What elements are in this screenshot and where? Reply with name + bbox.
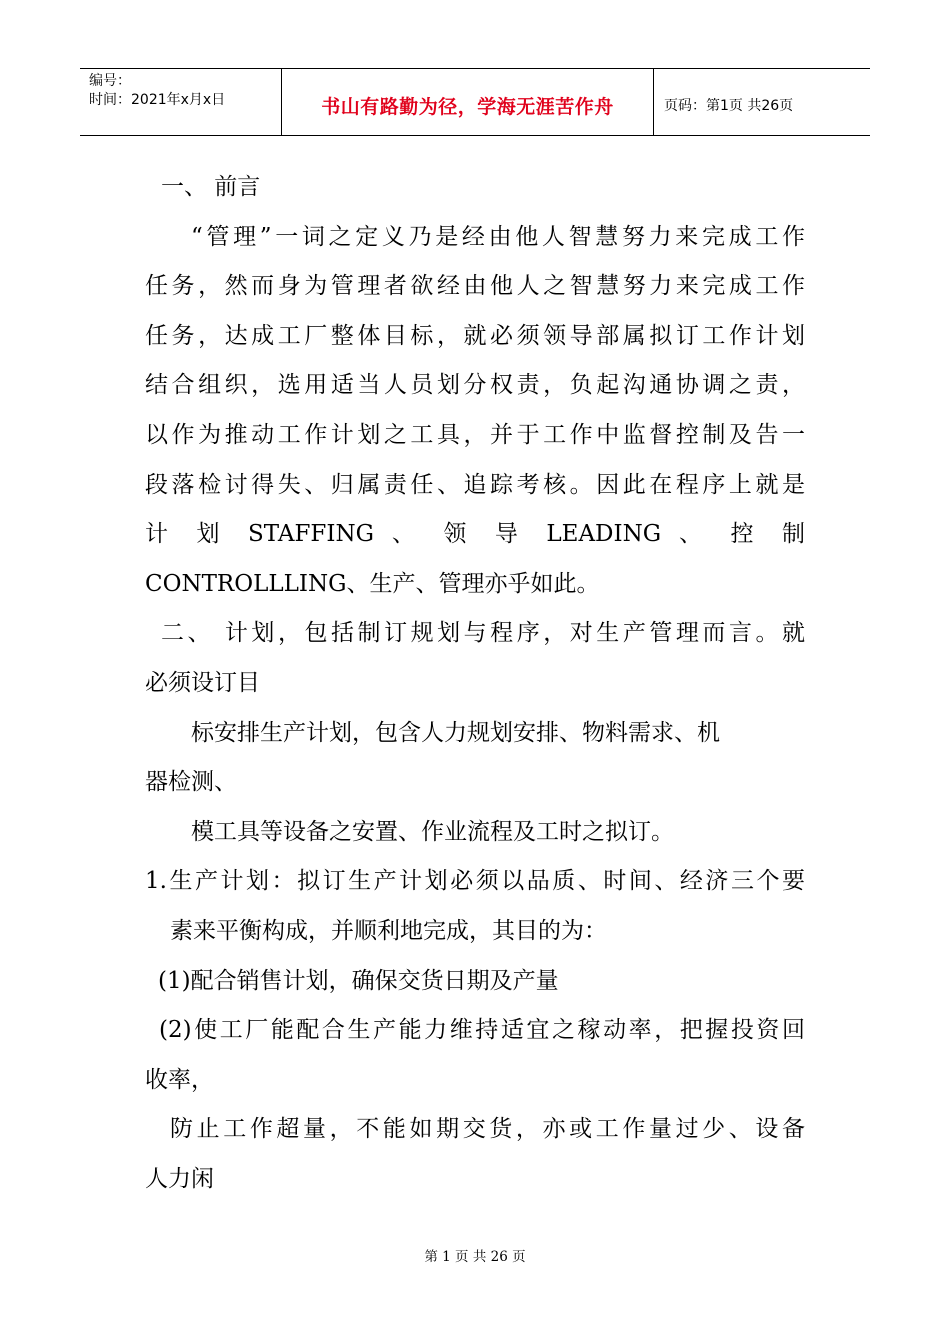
- list-item-2: (2)使工厂能配合生产能力维持适宜之稼动率，把握投资回: [159, 1017, 805, 1044]
- document-body: [145, 163, 805, 1204]
- body-line: 必须设订目: [145, 669, 260, 696]
- section-heading-plan: 二、 计划，包括制订规划与程序，对生产管理而言。就: [161, 620, 805, 647]
- body-line: 模工具等设备之安置、作业流程及工时之拟订。: [191, 818, 674, 845]
- body-line: 任务，达成工厂整体目标，就必须领导部属拟订工作计划: [145, 322, 805, 349]
- body-line: 人力闲: [145, 1165, 214, 1192]
- body-line: 任务，然而身为管理者欲经由他人之智慧努力来完成工作: [145, 273, 805, 300]
- body-line: CONTROLLLING、生产、管理亦乎如此。: [145, 570, 600, 597]
- list-item-1: (1)配合销售计划，确保交货日期及产量: [158, 967, 559, 994]
- header-meta-cell: [80, 69, 282, 135]
- header-page-info: 页码：第1页 共26页: [664, 98, 794, 114]
- document-header: [80, 68, 870, 136]
- body-line: 素来平衡构成，并顺利地完成，其目的为：: [170, 917, 607, 944]
- body-line: “管理”一词之定义乃是经由他人智慧努力来完成工作: [191, 223, 805, 250]
- header-motto: 书山有路勤为径，学海无涯苦作舟: [282, 69, 654, 135]
- body-line: 收率，: [145, 1066, 214, 1093]
- body-line: 防止工作超量，不能如期交货，亦或工作量过少、设备: [170, 1116, 805, 1143]
- body-line: 器检测、: [145, 769, 237, 796]
- page-footer: 第 1 页 共 26 页: [424, 1249, 526, 1265]
- body-line: 标安排生产计划，包含人力规划安排、物料需求、机: [191, 719, 720, 746]
- body-line: 结合组织，选用适当人员划分权责，负起沟通协调之责，: [145, 372, 805, 399]
- list-item-production-plan: 1.生产计划：拟订生产计划必须以品质、时间、经济三个要: [145, 868, 805, 895]
- header-date-label: 时间：2021年x月x日: [89, 92, 226, 108]
- header-number-label: 编号：: [89, 73, 131, 89]
- body-line: 计 划 STAFFING 、 领 导 LEADING 、 控 制: [145, 521, 805, 548]
- body-line: 以作为推动工作计划之工具，并于工作中监督控制及告一: [145, 421, 805, 448]
- section-heading-preface: 一、 前言: [161, 174, 261, 200]
- body-line: 段落检讨得失、归属责任、追踪考核。因此在程序上就是: [145, 471, 805, 498]
